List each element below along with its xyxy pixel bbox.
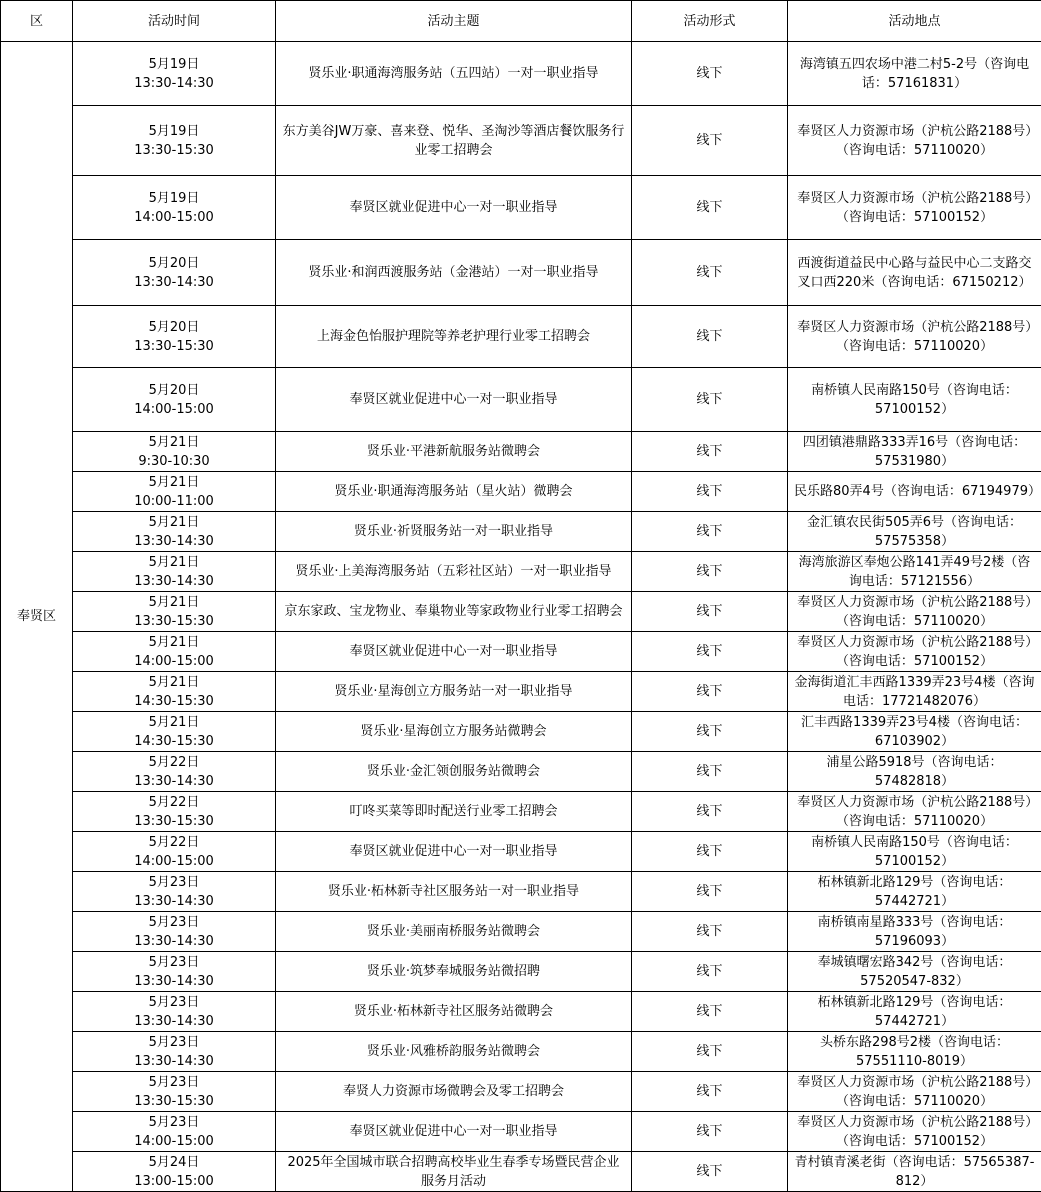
form-cell: 线下	[632, 368, 788, 432]
time-range-text: 13:30-14:30	[79, 74, 269, 93]
time-range-text: 13:30-14:30	[79, 273, 269, 292]
topic-cell: 贤乐业·美丽南桥服务站微聘会	[276, 912, 632, 952]
topic-cell: 京东家政、宝龙物业、奉巢物业等家政物业行业零工招聘会	[276, 592, 632, 632]
form-cell: 线下	[632, 912, 788, 952]
date-text: 5月21日	[79, 433, 269, 452]
table-row	[1, 672, 1041, 712]
time-cell	[73, 712, 276, 752]
table-row	[1, 432, 1041, 472]
date-text: 5月23日	[79, 953, 269, 972]
date-text: 5月21日	[79, 713, 269, 732]
place-cell: 浦星公路5918号（咨询电话：57482818）	[788, 752, 1041, 792]
place-cell: 奉贤区人力资源市场（沪杭公路2188号）（咨询电话：57110020）	[788, 592, 1041, 632]
table-row	[1, 1112, 1041, 1152]
time-cell	[73, 472, 276, 512]
time-range-text: 14:00-15:00	[79, 852, 269, 871]
topic-cell: 贤乐业·平港新航服务站微聘会	[276, 432, 632, 472]
table-row	[1, 240, 1041, 306]
table-row	[1, 1032, 1041, 1072]
date-text: 5月23日	[79, 873, 269, 892]
place-cell: 柘林镇新北路129号（咨询电话：57442721）	[788, 992, 1041, 1032]
place-cell: 南桥镇南星路333号（咨询电话：57196093）	[788, 912, 1041, 952]
topic-cell: 贤乐业·柘林新寺社区服务站一对一职业指导	[276, 872, 632, 912]
date-text: 5月21日	[79, 473, 269, 492]
table-row	[1, 512, 1041, 552]
table-row	[1, 872, 1041, 912]
table-row	[1, 912, 1041, 952]
time-range-text: 13:30-15:30	[79, 1092, 269, 1111]
time-cell	[73, 106, 276, 176]
table-row	[1, 832, 1041, 872]
form-cell: 线下	[632, 552, 788, 592]
table-row	[1, 592, 1041, 632]
form-cell: 线下	[632, 176, 788, 240]
date-text: 5月23日	[79, 1033, 269, 1052]
date-text: 5月19日	[79, 55, 269, 74]
table-row	[1, 752, 1041, 792]
time-cell	[73, 832, 276, 872]
date-text: 5月21日	[79, 513, 269, 532]
time-range-text: 14:00-15:00	[79, 652, 269, 671]
topic-cell: 2025年全国城市联合招聘高校毕业生春季专场暨民营企业服务月活动	[276, 1152, 632, 1192]
time-cell	[73, 752, 276, 792]
header-place: 活动地点	[788, 1, 1041, 42]
topic-cell: 上海金色怡服护理院等养老护理行业零工招聘会	[276, 306, 632, 368]
table-row	[1, 792, 1041, 832]
topic-cell: 贤乐业·筑梦奉城服务站微招聘	[276, 952, 632, 992]
table-row	[1, 1152, 1041, 1192]
topic-cell: 贤乐业·柘林新寺社区服务站微聘会	[276, 992, 632, 1032]
date-text: 5月19日	[79, 189, 269, 208]
header-row	[1, 1, 1041, 42]
topic-cell: 奉贤人力资源市场微聘会及零工招聘会	[276, 1072, 632, 1112]
form-cell: 线下	[632, 752, 788, 792]
time-cell	[73, 306, 276, 368]
time-range-text: 13:00-15:00	[79, 1172, 269, 1191]
date-text: 5月24日	[79, 1153, 269, 1172]
district-cell: 奉贤区	[1, 42, 73, 1192]
time-range-text: 14:00-15:00	[79, 400, 269, 419]
table-row	[1, 176, 1041, 240]
form-cell: 线下	[632, 106, 788, 176]
time-cell	[73, 952, 276, 992]
time-cell	[73, 792, 276, 832]
form-cell: 线下	[632, 992, 788, 1032]
place-cell: 奉贤区人力资源市场（沪杭公路2188号）（咨询电话：57110020）	[788, 306, 1041, 368]
time-cell	[73, 592, 276, 632]
form-cell: 线下	[632, 1072, 788, 1112]
form-cell: 线下	[632, 512, 788, 552]
topic-cell: 奉贤区就业促进中心一对一职业指导	[276, 1112, 632, 1152]
form-cell: 线下	[632, 832, 788, 872]
topic-cell: 奉贤区就业促进中心一对一职业指导	[276, 832, 632, 872]
date-text: 5月20日	[79, 381, 269, 400]
date-text: 5月22日	[79, 793, 269, 812]
date-text: 5月23日	[79, 993, 269, 1012]
place-cell: 奉贤区人力资源市场（沪杭公路2188号）（咨询电话：57100152）	[788, 1112, 1041, 1152]
date-text: 5月22日	[79, 753, 269, 772]
place-cell: 奉城镇曙宏路342号（咨询电话：57520547-832）	[788, 952, 1041, 992]
time-cell	[73, 672, 276, 712]
topic-cell: 贤乐业·职通海湾服务站（星火站）微聘会	[276, 472, 632, 512]
time-cell	[73, 912, 276, 952]
time-cell	[73, 42, 276, 106]
time-cell	[73, 872, 276, 912]
time-range-text: 13:30-15:30	[79, 337, 269, 356]
time-range-text: 14:30-15:30	[79, 732, 269, 751]
time-cell	[73, 240, 276, 306]
form-cell: 线下	[632, 632, 788, 672]
time-range-text: 13:30-14:30	[79, 1012, 269, 1031]
time-range-text: 13:30-14:30	[79, 772, 269, 791]
form-cell: 线下	[632, 472, 788, 512]
form-cell: 线下	[632, 42, 788, 106]
table-row	[1, 632, 1041, 672]
date-text: 5月23日	[79, 1113, 269, 1132]
form-cell: 线下	[632, 672, 788, 712]
date-text: 5月23日	[79, 913, 269, 932]
time-range-text: 14:00-15:00	[79, 208, 269, 227]
place-cell: 奉贤区人力资源市场（沪杭公路2188号）（咨询电话：57110020）	[788, 106, 1041, 176]
form-cell: 线下	[632, 712, 788, 752]
date-text: 5月23日	[79, 1073, 269, 1092]
time-range-text: 13:30-14:30	[79, 892, 269, 911]
form-cell: 线下	[632, 592, 788, 632]
table-row	[1, 712, 1041, 752]
time-cell	[73, 1032, 276, 1072]
place-cell: 奉贤区人力资源市场（沪杭公路2188号）（咨询电话：57110020）	[788, 792, 1041, 832]
header-form: 活动形式	[632, 1, 788, 42]
form-cell: 线下	[632, 1152, 788, 1192]
time-range-text: 13:30-14:30	[79, 1052, 269, 1071]
time-range-text: 13:30-14:30	[79, 572, 269, 591]
header-topic: 活动主题	[276, 1, 632, 42]
table-row	[1, 42, 1041, 106]
time-cell	[73, 1152, 276, 1192]
time-range-text: 13:30-15:30	[79, 141, 269, 160]
table-body	[1, 42, 1041, 1192]
time-cell	[73, 512, 276, 552]
time-cell	[73, 176, 276, 240]
time-cell	[73, 632, 276, 672]
form-cell: 线下	[632, 952, 788, 992]
place-cell: 四团镇港鼎路333弄16号（咨询电话：57531980）	[788, 432, 1041, 472]
place-cell: 青村镇青溪老街（咨询电话：57565387-812）	[788, 1152, 1041, 1192]
table-row	[1, 1072, 1041, 1112]
time-cell	[73, 432, 276, 472]
topic-cell: 贤乐业·风雅桥韵服务站微聘会	[276, 1032, 632, 1072]
time-range-text: 13:30-15:30	[79, 612, 269, 631]
topic-cell: 奉贤区就业促进中心一对一职业指导	[276, 632, 632, 672]
form-cell: 线下	[632, 792, 788, 832]
time-cell	[73, 1072, 276, 1112]
time-range-text: 14:00-15:00	[79, 1132, 269, 1151]
place-cell: 奉贤区人力资源市场（沪杭公路2188号）（咨询电话：57100152）	[788, 632, 1041, 672]
topic-cell: 贤乐业·祈贤服务站一对一职业指导	[276, 512, 632, 552]
place-cell: 海湾旅游区奉炮公路141弄49号2楼（咨询电话：57121556）	[788, 552, 1041, 592]
time-cell	[73, 992, 276, 1032]
time-range-text: 10:00-11:00	[79, 492, 269, 511]
topic-cell: 贤乐业·和润西渡服务站（金港站）一对一职业指导	[276, 240, 632, 306]
place-cell: 奉贤区人力资源市场（沪杭公路2188号）（咨询电话：57110020）	[788, 1072, 1041, 1112]
topic-cell: 贤乐业·金汇领创服务站微聘会	[276, 752, 632, 792]
form-cell: 线下	[632, 872, 788, 912]
topic-cell: 叮咚买菜等即时配送行业零工招聘会	[276, 792, 632, 832]
form-cell: 线下	[632, 1032, 788, 1072]
topic-cell: 贤乐业·职通海湾服务站（五四站）一对一职业指导	[276, 42, 632, 106]
table-row	[1, 368, 1041, 432]
time-range-text: 13:30-14:30	[79, 532, 269, 551]
time-range-text: 13:30-15:30	[79, 812, 269, 831]
table-row	[1, 552, 1041, 592]
place-cell: 金海街道汇丰西路1339弄23号4楼（咨询电话：17721482076）	[788, 672, 1041, 712]
time-cell	[73, 552, 276, 592]
place-cell: 南桥镇人民南路150号（咨询电话：57100152）	[788, 368, 1041, 432]
topic-cell: 贤乐业·星海创立方服务站微聘会	[276, 712, 632, 752]
time-range-text: 13:30-14:30	[79, 972, 269, 991]
time-range-text: 13:30-14:30	[79, 932, 269, 951]
form-cell: 线下	[632, 432, 788, 472]
date-text: 5月19日	[79, 122, 269, 141]
place-cell: 南桥镇人民南路150号（咨询电话：57100152）	[788, 832, 1041, 872]
header-area: 区	[1, 1, 73, 42]
date-text: 5月21日	[79, 633, 269, 652]
topic-cell: 奉贤区就业促进中心一对一职业指导	[276, 368, 632, 432]
date-text: 5月21日	[79, 673, 269, 692]
date-text: 5月21日	[79, 553, 269, 572]
place-cell: 奉贤区人力资源市场（沪杭公路2188号）（咨询电话：57100152）	[788, 176, 1041, 240]
date-text: 5月20日	[79, 254, 269, 273]
table-row	[1, 992, 1041, 1032]
date-text: 5月22日	[79, 833, 269, 852]
table-row	[1, 952, 1041, 992]
place-cell: 海湾镇五四农场中港二村5-2号（咨询电话：57161831）	[788, 42, 1041, 106]
place-cell: 柘林镇新北路129号（咨询电话：57442721）	[788, 872, 1041, 912]
topic-cell: 贤乐业·星海创立方服务站一对一职业指导	[276, 672, 632, 712]
time-cell	[73, 1112, 276, 1152]
date-text: 5月20日	[79, 318, 269, 337]
form-cell: 线下	[632, 306, 788, 368]
form-cell: 线下	[632, 1112, 788, 1152]
table-row	[1, 106, 1041, 176]
time-cell	[73, 368, 276, 432]
topic-cell: 贤乐业·上美海湾服务站（五彩社区站）一对一职业指导	[276, 552, 632, 592]
table-row	[1, 306, 1041, 368]
header-time: 活动时间	[73, 1, 276, 42]
place-cell: 金汇镇农民街505弄6号（咨询电话：57575358）	[788, 512, 1041, 552]
date-text: 5月21日	[79, 593, 269, 612]
place-cell: 西渡街道益民中心路与益民中心二支路交叉口西220米（咨询电话：67150212）	[788, 240, 1041, 306]
topic-cell: 东方美谷JW万豪、喜来登、悦华、圣淘沙等酒店餐饮服务行业零工招聘会	[276, 106, 632, 176]
place-cell: 头桥东路298号2楼（咨询电话：57551110-8019）	[788, 1032, 1041, 1072]
time-range-text: 14:30-15:30	[79, 692, 269, 711]
form-cell: 线下	[632, 240, 788, 306]
table-row	[1, 472, 1041, 512]
place-cell: 民乐路80弄4号（咨询电话：67194979）	[788, 472, 1041, 512]
place-cell: 汇丰西路1339弄23号4楼（咨询电话：67103902）	[788, 712, 1041, 752]
time-range-text: 9:30-10:30	[79, 452, 269, 471]
topic-cell: 奉贤区就业促进中心一对一职业指导	[276, 176, 632, 240]
